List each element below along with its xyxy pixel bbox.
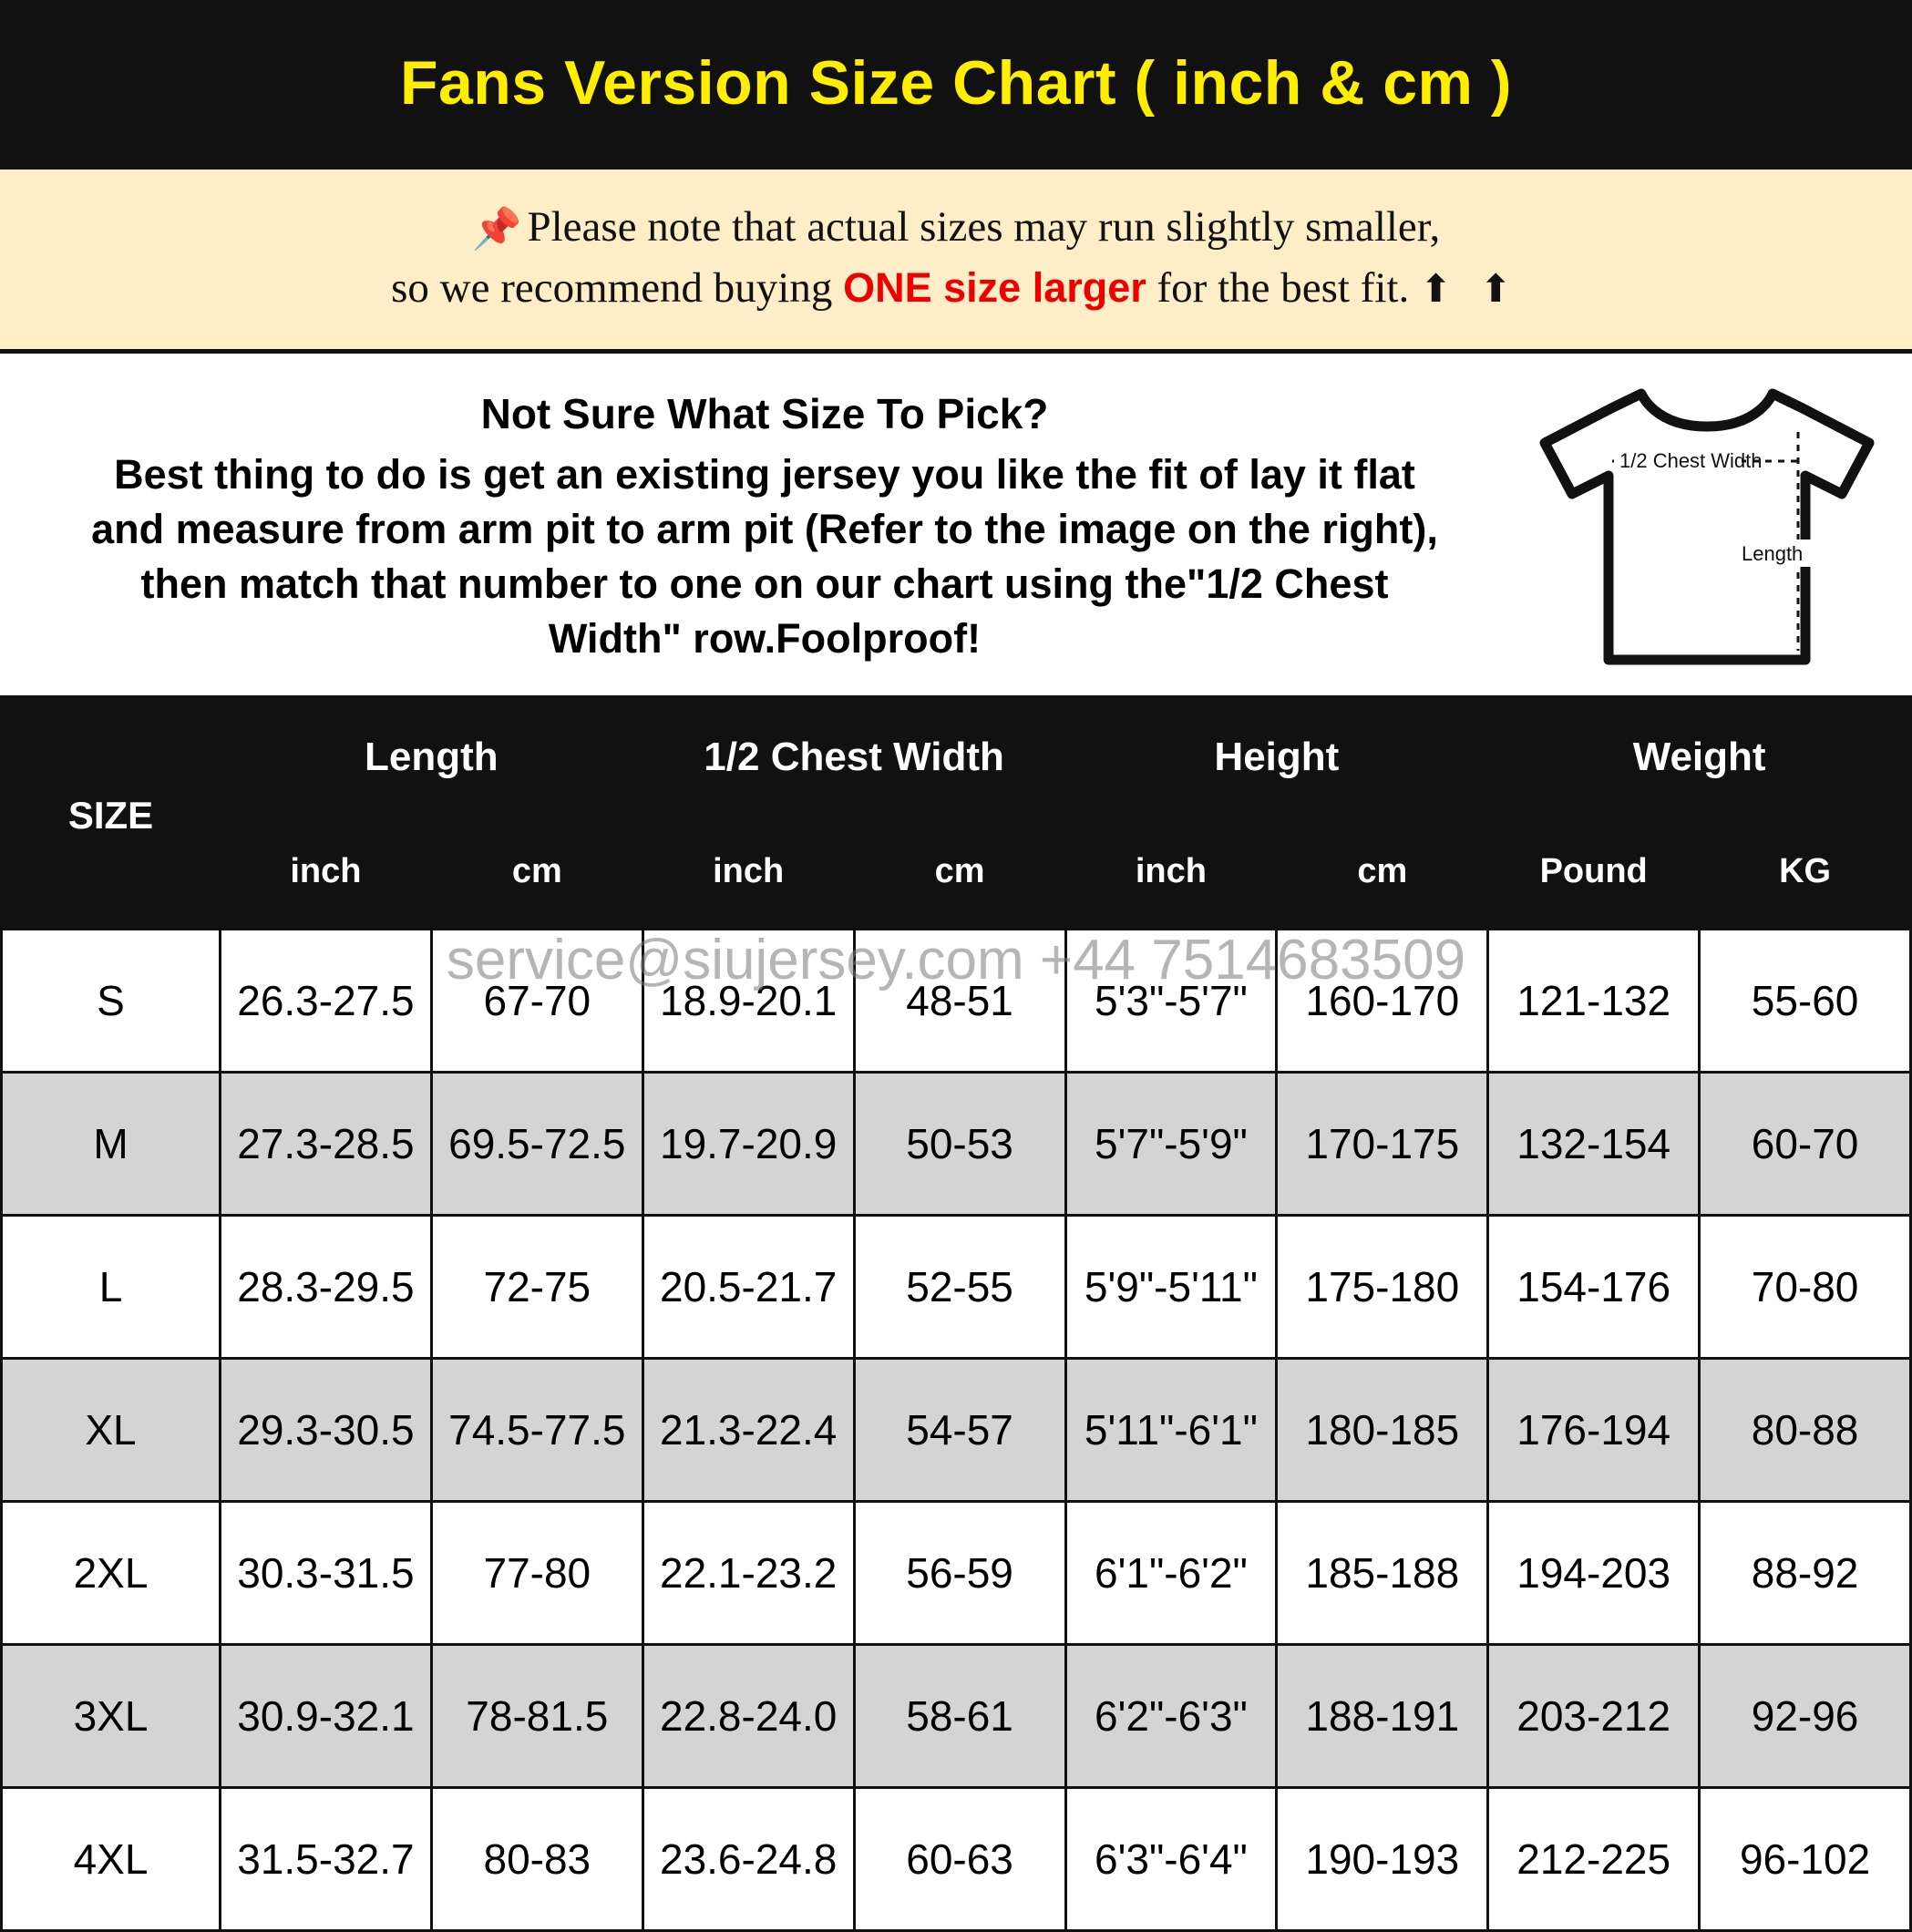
cell-weight-pound: 132-154	[1488, 1073, 1700, 1216]
header-height-inch: inch	[1065, 814, 1277, 930]
cell-height-cm: 160-170	[1277, 930, 1488, 1073]
cell-chest-inch: 20.5-21.7	[642, 1216, 854, 1359]
header-size: SIZE	[2, 702, 221, 930]
cell-length-cm: 69.5-72.5	[431, 1073, 642, 1216]
chart-title-bar	[0, 0, 1912, 170]
note-text-1: Please note that actual sizes may run slightly smaller,	[527, 203, 1441, 251]
row-size: 2XL	[2, 1502, 221, 1645]
header-chest-inch: inch	[642, 814, 854, 930]
sizing-help-text	[9, 389, 1511, 665]
cell-chest-cm: 56-59	[854, 1502, 1065, 1645]
help-body-line-2: and measure from arm pit to arm pit (Refer to the image on the right),	[91, 506, 1438, 553]
table-row	[2, 1645, 1911, 1788]
cell-chest-inch: 22.8-24.0	[642, 1645, 854, 1788]
row-size: 3XL	[2, 1645, 221, 1788]
cell-chest-inch: 21.3-22.4	[642, 1359, 854, 1502]
cell-height-inch: 5'11"-6'1"	[1065, 1359, 1277, 1502]
header-weight-pound: Pound	[1488, 814, 1700, 930]
cell-height-inch: 6'3"-6'4"	[1065, 1788, 1277, 1931]
cell-weight-pound: 176-194	[1488, 1359, 1700, 1502]
up-arrows-icon: ⬆ ⬆	[1419, 268, 1521, 311]
cell-length-inch: 29.3-30.5	[221, 1359, 432, 1502]
contact-watermark: service@siujersey.com +44 7514683509	[446, 929, 1466, 992]
row-size: S	[2, 930, 221, 1073]
cell-chest-cm: 54-57	[854, 1359, 1065, 1502]
table-row	[2, 1073, 1911, 1216]
note-banner	[0, 170, 1912, 354]
cell-length-cm: 77-80	[431, 1502, 642, 1645]
cell-length-cm: 67-70	[431, 930, 642, 1073]
cell-length-inch: 27.3-28.5	[221, 1073, 432, 1216]
header-length-inch: inch	[221, 814, 432, 930]
help-body-line-3: then match that number to one on our chart using the"1/2 Chest	[140, 560, 1389, 607]
cell-height-cm: 175-180	[1277, 1216, 1488, 1359]
table-row	[2, 1359, 1911, 1502]
cell-weight-pound: 154-176	[1488, 1216, 1700, 1359]
cell-height-cm: 185-188	[1277, 1502, 1488, 1645]
cell-length-inch: 31.5-32.7	[221, 1788, 432, 1931]
diagram-length-label: Length	[1742, 541, 1804, 565]
tshirt-diagram	[1511, 377, 1903, 678]
table-row	[2, 930, 1911, 1073]
header-chest-cm: cm	[854, 814, 1065, 930]
table-row	[2, 1502, 1911, 1645]
row-size: M	[2, 1073, 221, 1216]
cell-height-inch: 5'3"-5'7"	[1065, 930, 1277, 1073]
cell-weight-pound: 194-203	[1488, 1502, 1700, 1645]
note-line-2	[36, 258, 1876, 319]
table-sub-header-row	[2, 814, 1911, 930]
row-size: 4XL	[2, 1788, 221, 1931]
note-line-1	[36, 197, 1876, 258]
note-text-2-after: for the best fit.	[1146, 263, 1420, 312]
cell-weight-kg: 92-96	[1700, 1645, 1911, 1788]
cell-weight-kg: 60-70	[1700, 1073, 1911, 1216]
cell-weight-kg: 88-92	[1700, 1502, 1911, 1645]
cell-height-inch: 5'9"-5'11"	[1065, 1216, 1277, 1359]
cell-chest-inch: 19.7-20.9	[642, 1073, 854, 1216]
cell-height-cm: 170-175	[1277, 1073, 1488, 1216]
cell-weight-pound: 203-212	[1488, 1645, 1700, 1788]
diagram-chest-label: 1/2 Chest Width	[1619, 448, 1763, 472]
cell-height-inch: 6'2"-6'3"	[1065, 1645, 1277, 1788]
table-group-header-row	[2, 702, 1911, 814]
cell-chest-cm: 50-53	[854, 1073, 1065, 1216]
cell-height-cm: 180-185	[1277, 1359, 1488, 1502]
cell-length-inch: 28.3-29.5	[221, 1216, 432, 1359]
header-weight-kg: KG	[1700, 814, 1911, 930]
note-text-2-before: so we recommend buying	[391, 263, 844, 312]
cell-weight-kg: 96-102	[1700, 1788, 1911, 1931]
cell-weight-kg: 80-88	[1700, 1359, 1911, 1502]
pushpin-icon: 📌	[471, 207, 522, 252]
cell-height-cm: 188-191	[1277, 1645, 1488, 1788]
cell-chest-cm: 52-55	[854, 1216, 1065, 1359]
header-group-weight: Weight	[1488, 702, 1911, 814]
size-table	[0, 700, 1912, 1932]
note-highlight: ONE size larger	[843, 263, 1146, 311]
cell-length-inch: 30.9-32.1	[221, 1645, 432, 1788]
size-table-head	[2, 702, 1911, 930]
cell-length-inch: 30.3-31.5	[221, 1502, 432, 1645]
tshirt-measure-icon	[1525, 377, 1889, 678]
table-row	[2, 1216, 1911, 1359]
cell-weight-kg: 70-80	[1700, 1216, 1911, 1359]
size-table-body	[2, 930, 1911, 1931]
cell-length-cm: 78-81.5	[431, 1645, 642, 1788]
help-body-line-1: Best thing to do is get an existing jersey you like the fit of lay it flat	[114, 451, 1415, 498]
cell-height-inch: 6'1"-6'2"	[1065, 1502, 1277, 1645]
cell-height-cm: 190-193	[1277, 1788, 1488, 1931]
header-length-cm: cm	[431, 814, 642, 930]
cell-length-inch: 26.3-27.5	[221, 930, 432, 1073]
cell-weight-kg: 55-60	[1700, 930, 1911, 1073]
cell-chest-inch: 23.6-24.8	[642, 1788, 854, 1931]
cell-chest-cm: 48-51	[854, 930, 1065, 1073]
cell-chest-inch: 18.9-20.1	[642, 930, 854, 1073]
cell-weight-pound: 212-225	[1488, 1788, 1700, 1931]
row-size: L	[2, 1216, 221, 1359]
cell-height-inch: 5'7"-5'9"	[1065, 1073, 1277, 1216]
row-size: XL	[2, 1359, 221, 1502]
table-row	[2, 1788, 1911, 1931]
header-group-height: Height	[1065, 702, 1488, 814]
cell-length-cm: 74.5-77.5	[431, 1359, 642, 1502]
page-title: Fans Version Size Chart ( inch & cm )	[399, 48, 1513, 118]
cell-weight-pound: 121-132	[1488, 930, 1700, 1073]
header-group-length: Length	[221, 702, 643, 814]
header-group-chest-width: 1/2 Chest Width	[642, 702, 1065, 814]
help-heading: Not Sure What Size To Pick?	[480, 390, 1049, 438]
cell-chest-cm: 58-61	[854, 1645, 1065, 1788]
cell-length-cm: 72-75	[431, 1216, 642, 1359]
cell-chest-inch: 22.1-23.2	[642, 1502, 854, 1645]
help-body-line-4: Width" row.Foolproof!	[548, 614, 982, 662]
header-height-cm: cm	[1277, 814, 1488, 930]
cell-length-cm: 80-83	[431, 1788, 642, 1931]
sizing-help-section	[0, 354, 1912, 700]
cell-chest-cm: 60-63	[854, 1788, 1065, 1931]
